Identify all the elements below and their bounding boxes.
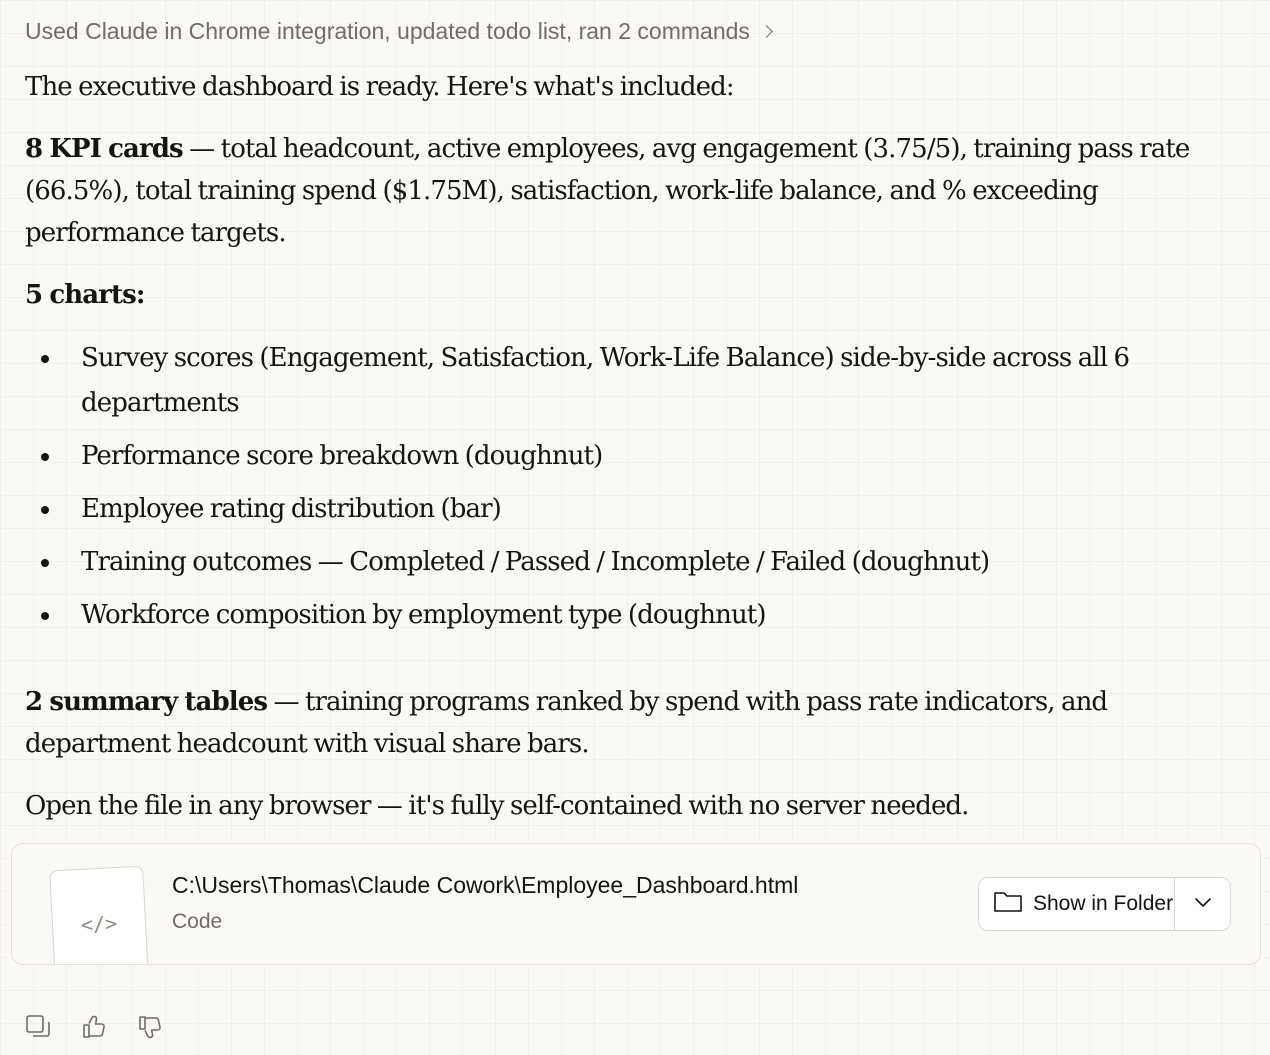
copy-icon[interactable] — [24, 1012, 52, 1042]
list-item — [25, 336, 1225, 426]
show-options-dropdown[interactable] — [1175, 878, 1230, 930]
thumbs-down-icon[interactable] — [136, 1012, 164, 1042]
tables-paragraph — [25, 681, 1225, 765]
bullet-icon — [41, 355, 49, 363]
charts-heading — [25, 274, 1225, 316]
bullet-icon — [41, 612, 49, 620]
tables-bold: 2 summary tables — [25, 687, 268, 717]
activity-summary-text: Used Claude in Chrome integration, updated todo list, ran 2 commands — [25, 18, 750, 44]
message-actions — [24, 1012, 164, 1042]
folder-icon — [993, 889, 1023, 919]
chevron-right-icon — [760, 25, 773, 38]
list-item — [25, 487, 1225, 532]
list-item-text: Performance score breakdown (doughnut) — [81, 441, 603, 471]
list-item-text: Workforce composition by employment type (doughnut) — [81, 600, 766, 630]
kpi-bold: 8 KPI cards — [25, 134, 183, 164]
intro-paragraph: The executive dashboard is ready. Here's what's included: — [25, 72, 734, 102]
thumbs-up-icon[interactable] — [80, 1012, 108, 1042]
kpi-paragraph — [25, 128, 1225, 254]
code-file-icon — [49, 866, 149, 965]
charts-list — [25, 336, 1225, 638]
code-glyph: </> — [80, 911, 118, 937]
charts-heading-bold: 5 charts: — [25, 280, 145, 310]
chevron-down-icon — [1194, 895, 1212, 913]
list-item — [25, 593, 1225, 638]
tables-text: — training programs ranked by spend with pass rate indicators, and department headcount with visual share bars. — [25, 687, 1108, 759]
file-type: Code — [172, 910, 223, 933]
show-in-folder-button[interactable] — [979, 878, 1175, 930]
kpi-text: — total headcount, active employees, avg engagement (3.75/5), training pass rate (66.5%), total training spend ($1.75M), satisfaction, work-life balance, and % exceeding performance targets. — [25, 134, 1190, 248]
list-item-text: Employee rating distribution (bar) — [81, 494, 501, 524]
bullet-icon — [41, 559, 49, 567]
list-item-text: Training outcomes — Completed / Passed / Incomplete / Failed (doughnut) — [81, 547, 990, 577]
closing-paragraph: Open the file in any browser — it's fully self-contained with no server needed. — [25, 791, 969, 821]
list-item — [25, 434, 1225, 479]
show-in-folder-group — [978, 877, 1231, 931]
file-attachment-card[interactable] — [11, 843, 1261, 965]
list-item — [25, 540, 1225, 585]
assistant-message — [25, 66, 1225, 827]
bullet-icon — [41, 506, 49, 514]
list-item-text: Survey scores (Engagement, Satisfaction, Work-Life Balance) side-by-side across all 6 departments — [81, 343, 1130, 418]
activity-summary[interactable] — [25, 18, 771, 45]
bullet-icon — [41, 453, 49, 461]
file-path: C:\Users\Thomas\Claude Cowork\Employee_Dashboard.html — [172, 872, 799, 898]
show-in-folder-label: Show in Folder — [1033, 892, 1174, 915]
